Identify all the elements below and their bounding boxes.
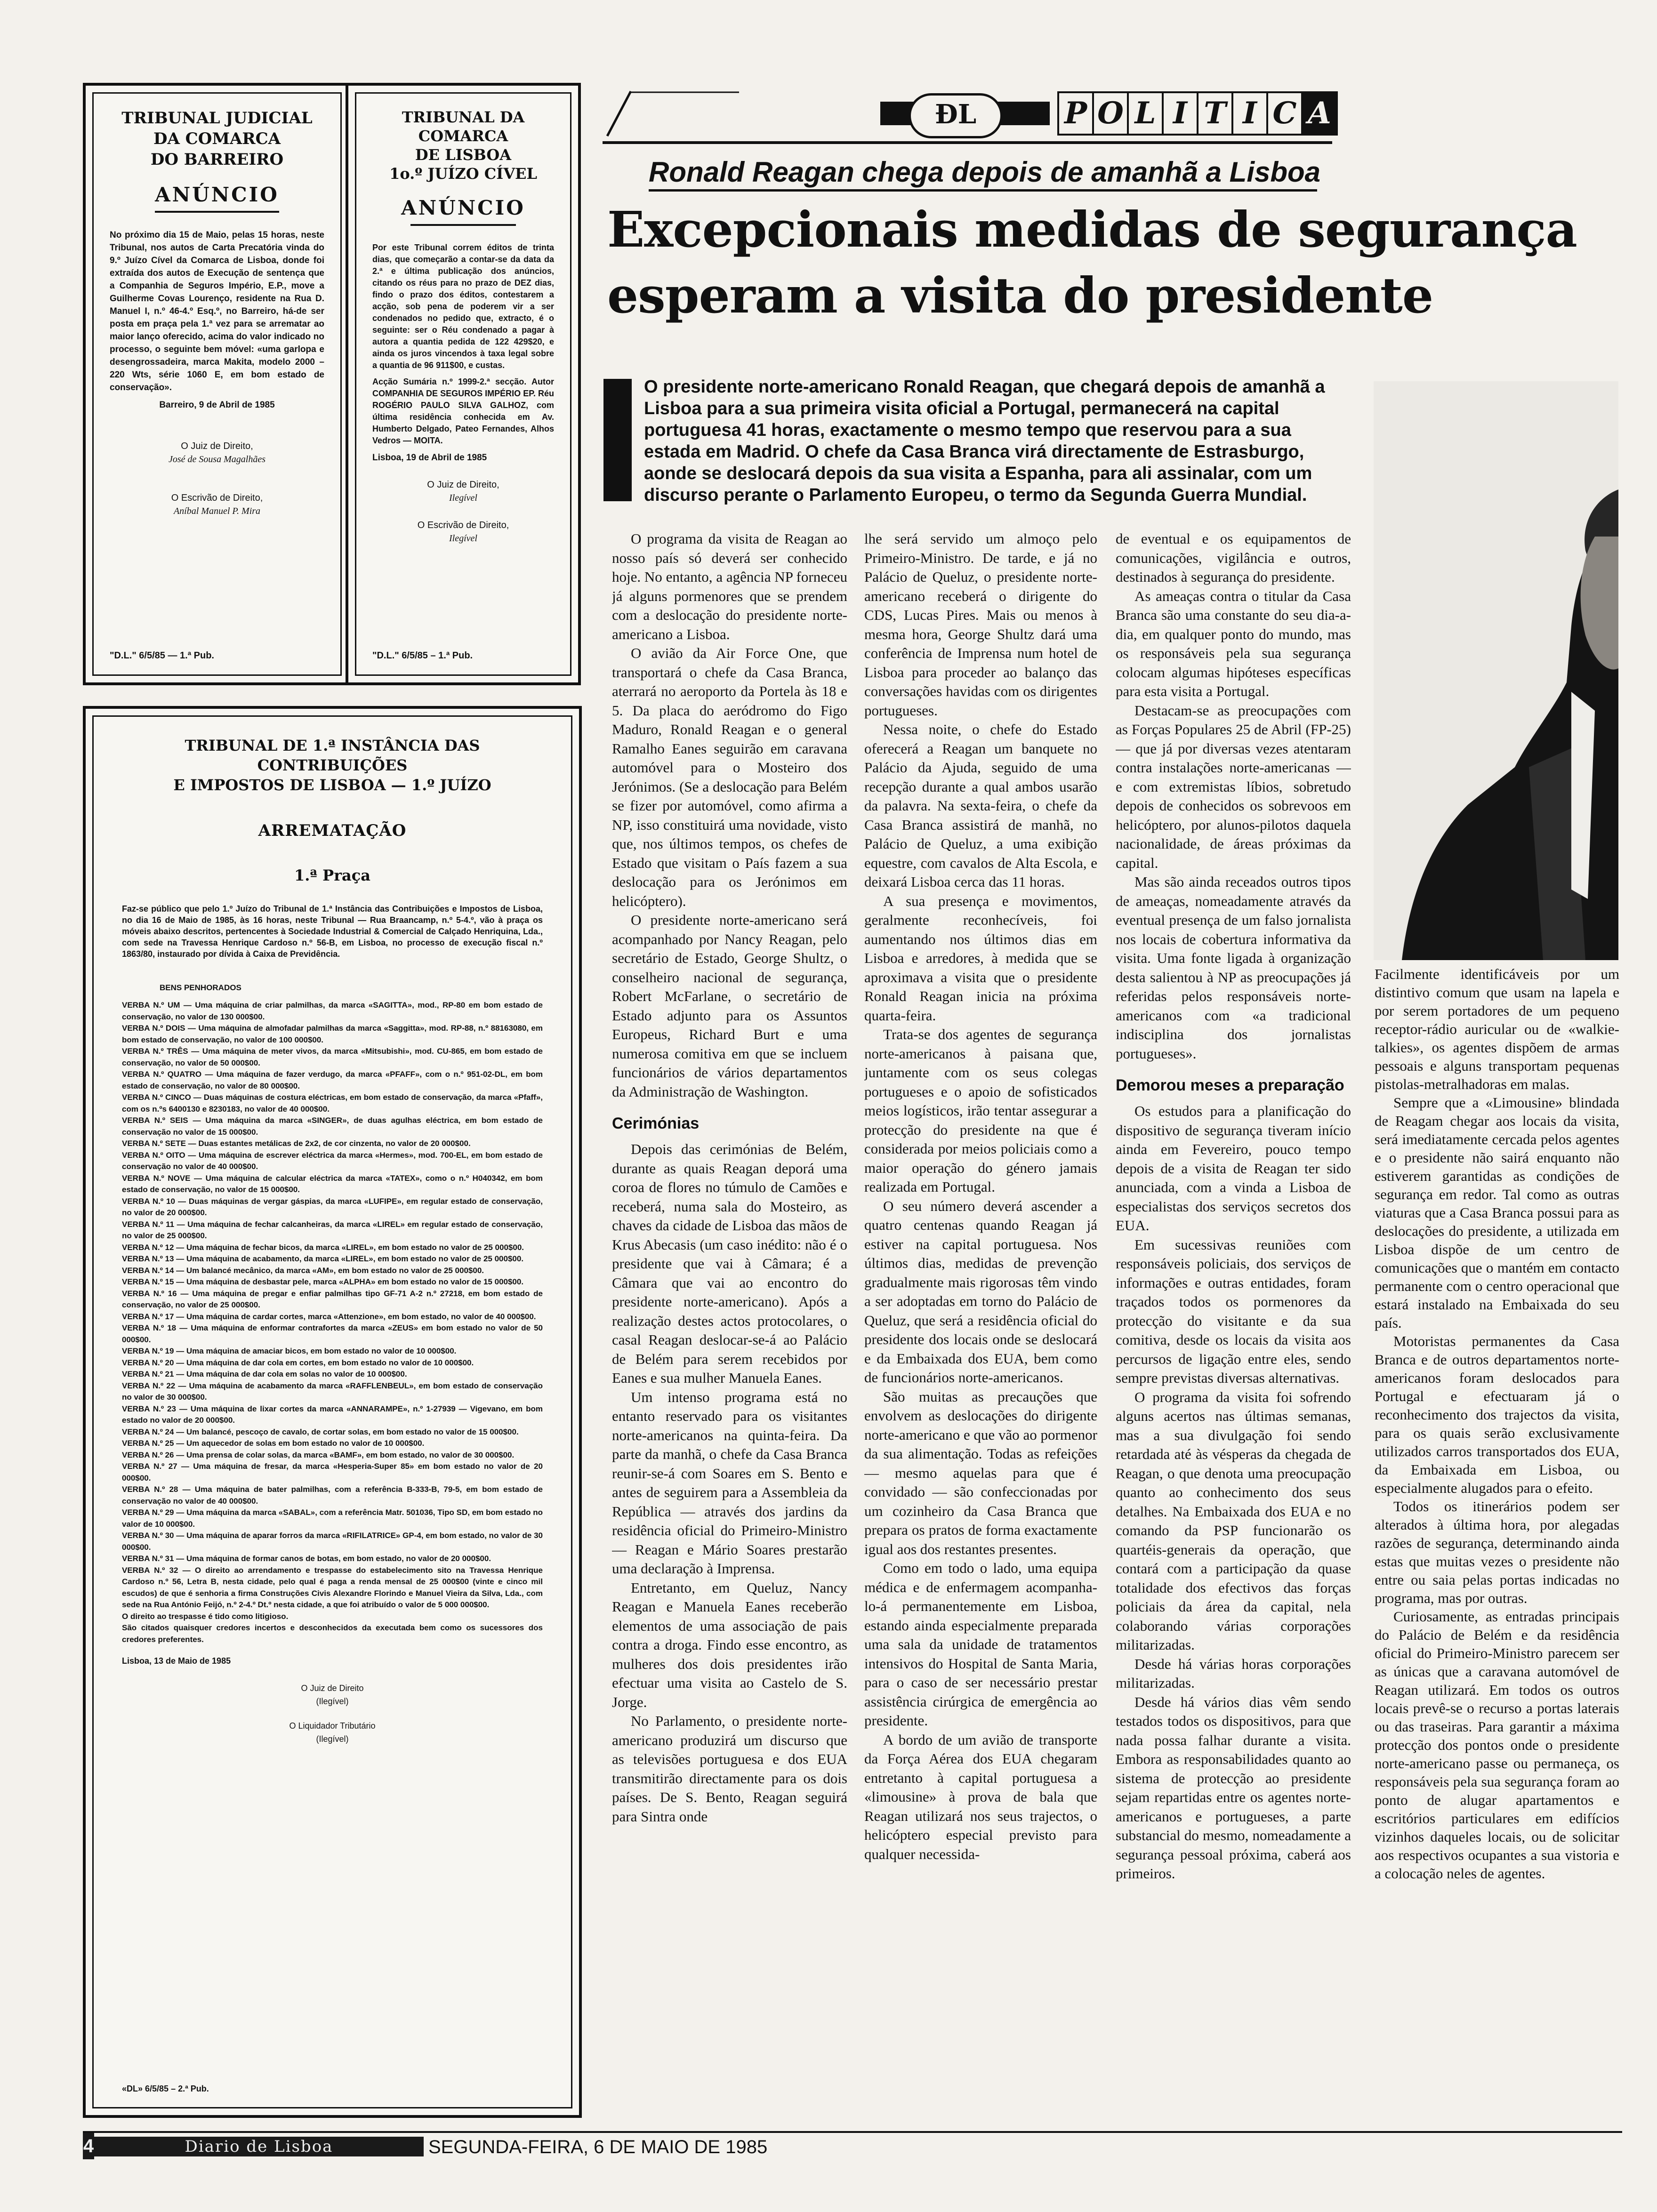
paragraph: Trata-se dos agentes de segurança norte-americanos à paisana que, juntamente com os seus colegas portugueses e o apoio de sofisticados meios logísticos, irão tentar assegurar a protecção do presidente na que é considerada por meios policiais como a maior operação do género jamais realizada em Portugal.: [864, 1026, 1097, 1195]
judge-title: O Juiz de Direito,: [427, 480, 499, 490]
verba-item: VERBA N.º 11 — Uma máquina de fechar calcanheiras, da marca «LIREL» em regular estado de conservação, no valor de 25 000$00.: [122, 1219, 543, 1240]
verba-item: O direito ao trespasse é tido como litigioso.: [122, 1611, 289, 1621]
verba-item: VERBA N.º CINCO — Duas máquinas de costura eléctricas, em bom estado de conservação, da marca «Pfaff», com os n.ºs 6400130 e 8230183, no valor de 40 000$00.: [122, 1093, 543, 1114]
notice-heading: ANÚNCIO: [155, 183, 279, 206]
notice-impostos: [83, 706, 582, 2118]
paragraph: Como em todo o lado, uma equipa médica e de enfermagem acompanha-lo-á permanentemente em Lisboa, estando ainda especialmente preparada uma sala da unidade de tratamentos intensivos do Hospital de Santa Maria, para o caso de ser necessário prestar assistência cirúrgica de emergência ao presidente.: [864, 1560, 1097, 1729]
verba-item: VERBA N.º 28 — Uma máquina de bater palmilhas, com a referência B-333-B, 79-5, em bom estado de conservação no valor de 40 000$00.: [122, 1485, 543, 1506]
verba-item: VERBA N.º 26 — Uma prensa de colar solas, da marca «BAMF», em bom estado, no valor de 30 000$00.: [122, 1450, 515, 1459]
article-column-4: [1375, 965, 1619, 2156]
headline-line: esperam a visita do presidente: [607, 266, 1433, 324]
court-name-line: DO BARREIRO: [150, 150, 284, 169]
liquidator-title: O Liquidador Tributário: [289, 1721, 376, 1731]
notice-lisboa-inner: [355, 92, 571, 676]
notice-heading: ANÚNCIO: [401, 196, 525, 219]
paragraph: A bordo de um avião de transporte da Força Aérea dos EUA chegaram entretanto à capital portuguesa a «limousine» à prova de bala que Reagan utilizará nos seus trajectos, o helicóptero especial previsto para qualquer necessida-: [864, 1731, 1097, 1862]
paragraph: Em sucessivas reuniões com responsáveis policiais, dos serviços de informações e outras entidades, foram traçados todos os pormenores da protecção do visitante e da sua comitiva, desde os locais da visita aos percursos de ligação entre eles, sendo sempre previstas diversas alternativas.: [1116, 1236, 1351, 1386]
publication-ref: "D.L." 6/5/85 – 1.ª Pub.: [372, 650, 473, 661]
court-name-line: TRIBUNAL DE 1.ª INSTÂNCIA DAS CONTRIBUIÇÕES: [185, 737, 480, 774]
section-letter: A: [1301, 91, 1338, 136]
article-column-3: [1116, 529, 1351, 2156]
footer-date: SEGUNDA-FEIRA, 6 DE MAIO DE 1985: [428, 2137, 768, 2157]
notice-impostos-inner: [92, 715, 572, 2108]
paragraph: Mas são ainda receados outros tipos de ameaças, nomeadamente através da eventual presença de um falso jornalista nos locais de cobertura informativa da visita. Uma fonte ligada à organização desta salientou à NP as preocupações já referidas pelos responsáveis norte-americanos com «a tradicional indisciplina dos jornalistas portugueses».: [1116, 874, 1351, 1062]
paragraph: Nessa noite, o chefe do Estado oferecerá a Reagan um banquete no Palácio da Ajuda, seguido de uma recepção durante a qual ambos usarão da palavra. Na sexta-feira, o chefe da Casa Branca assistirá de manhã, no Palácio de Queluz, a uma exibição equestre, com cavalos de Alta Escola, e deixará Lisboa cerca das 11 horas.: [864, 721, 1097, 890]
paragraph: de eventual e os equipamentos de comunicações, vigilância e outros, destinados à segurança do presidente.: [1116, 530, 1351, 585]
section-title: [1059, 91, 1338, 134]
section-letter: I: [1162, 91, 1199, 136]
paragraph: Um intenso programa está no entanto reservado para os visitantes norte-americanos na quinta-feira. Da parte da manhã, o chefe da Casa Branca reunir-se-á com Soares em S. Bento e antes de seguirem para a Assembleia da República — através dos jardins da residência oficial do Primeiro-Ministro — Reagan e Mário Soares prestarão uma declaração à Imprensa.: [612, 1388, 847, 1577]
headline-line: Excepcionais medidas de segurança: [607, 200, 1577, 258]
paragraph: O presidente norte-americano será acompanhado por Nancy Reagan, pelo secretário de Estado, George Shultz, o conselheiro nacional de segurança, Robert McFarlane, o secretário de Estado adjunto para os Assuntos Europeus, Richard Burt e uma numerosa comitiva em que se incluem funcionários de vários departamentos da Administração de Washington.: [612, 912, 847, 1100]
judge-title: O Juiz de Direito,: [181, 441, 253, 451]
notice-lisboa: [346, 83, 581, 685]
clerk-name: [372, 532, 554, 545]
verba-item: VERBA N.º QUATRO — Uma máquina de fazer verdugo, da marca «PFAFF», com o n.º 951-02-DL, em bom estado de conservação, no valor de 80 000$00.: [122, 1070, 543, 1090]
judge-name-text: Ilegível: [449, 493, 477, 503]
notice-subheading: 1.ª Praça: [294, 866, 370, 884]
paragraph: Sempre que a «Limousine» blindada de Reagam chegar aos locais da visita, será imediatamente cercada pelos agentes e o presidente não sairá enquanto não estiverem garantidas as condições de segurança em redor. Tal como as outras viaturas que a Casa Branca possui para as deslocações do presidente, a utilizada em Lisboa dispõe de um centro de comunicações que o mantém em contacto permanente com o centro operacional que estará instalado na Embaixada do seu país.: [1375, 1094, 1619, 1331]
subheading: Demorou meses a preparação: [1116, 1076, 1344, 1094]
notice-date: Barreiro, 9 de Abril de 1985: [159, 400, 275, 410]
clerk-name-text: Aníbal Manuel P. Mira: [173, 506, 261, 516]
paragraph: Destacam-se as preocupações com as Forças Populares 25 de Abril (FP-25) — que já por diversas vezes atentaram contra instalações norte-americanas — e com extremistas líbios, sobretudo depois de conhecidos os sobrevoos em helicóptero, por alunos-pilotos daquela nacionalidade, de áreas próximas da capital.: [1116, 702, 1351, 871]
paragraph: As ameaças contra o titular da Casa Branca são uma constante do seu dia-a-dia, em qualquer ponto do mundo, mas os responsáveis pela sua segurança colocam algumas hipóteses específicas para esta visita a Portugal.: [1116, 587, 1351, 699]
clerk-title: O Escrivão de Direito,: [417, 520, 509, 530]
notice-barreiro-inner: [92, 92, 342, 676]
section-slash-decoration: [603, 87, 739, 138]
heading-rule: [410, 224, 516, 226]
publication-ref: «DL» 6/5/85 – 2.ª Pub.: [122, 2084, 209, 2093]
paragraph: O avião da Air Force One, que transportará o chefe da Casa Branca, aterrará no aeroporto da Portela às 18 e 5. Da placa do aeródromo do Figo Maduro, Ronald Reagan e o general Ramalho Eanes seguirão em caravana automóvel para o Mosteiro dos Jerónimos. (Se a deslocação para Belém se fizer por automóvel, como afirma a NP, isso constituirá uma novidade, visto que, nos últimos tempos, os chefes de Estado que visitam o País fazem a sua deslocação para os Jerónimos em helicóptero).: [612, 645, 847, 909]
court-name-line: E IMPOSTOS DE LISBOA — 1.º JUÍZO: [173, 776, 491, 794]
paragraph: Desde há várias horas corporações militarizadas.: [1116, 1655, 1351, 1691]
notice-barreiro: [83, 83, 351, 685]
notice-heading: ARREMATAÇÃO: [258, 821, 407, 840]
clerk-name-text: Ilegível: [449, 533, 477, 544]
verba-list: [122, 1000, 543, 1645]
section-logo: [880, 91, 1050, 135]
verba-item: VERBA N.º OITO — Uma máquina de escrever eléctrica da marca «Hermes», mod. 700-EL, em bom estado de conservação no valor de 40 000$00.: [122, 1150, 543, 1171]
verba-item: VERBA N.º 25 — Um aquecedor de solas em bom estado no valor de 10 000$00.: [122, 1439, 425, 1448]
section-letter: L: [1127, 91, 1164, 136]
footer-rule: [83, 2131, 1622, 2133]
verba-item: VERBA N.º 14 — Um balancé mecânico, da marca «AM», em bom estado no valor de 25 000$00.: [122, 1266, 484, 1275]
liquidator-name: (Ilegível): [316, 1734, 349, 1744]
publication-ref: "D.L." 6/5/85 — 1.ª Pub.: [110, 650, 214, 661]
judge-name: [372, 491, 554, 505]
verba-item: VERBA N.º NOVE — Uma máquina de calcular eléctrica da marca «TATEX», como o n.º H040342, em bom estado de conservação, no valor de 15 000$00.: [122, 1173, 543, 1194]
verba-item: VERBA N.º 21 — Uma máquina de dar cola em solas no valor de 10 000$00.: [122, 1370, 407, 1378]
paragraph: No Parlamento, o presidente norte-americano produzirá um discurso que as televisões portuguesa e dos EUA transmitirão directamente para os dois países. De S. Bento, Reagan seguirá para Sintra onde: [612, 1713, 847, 1825]
section-letter: I: [1231, 91, 1268, 136]
verba-item: São citados quaisquer credores incertos e desconhecidos da executada bem como os sucessores dos credores preferentes.: [122, 1623, 543, 1644]
verba-item: VERBA N.º 12 — Uma máquina de fechar bicos, da marca «LIREL», em bom estado no valor de 25 000$00.: [122, 1242, 524, 1252]
section-letter: C: [1266, 91, 1303, 136]
reagan-photo: [1374, 381, 1618, 960]
subheading: Cerimónias: [612, 1114, 700, 1132]
verba-item: VERBA N.º 29 — Uma máquina da marca «SABAL», com a referência Matr. 501036, Tipo SD, em bom estado no valor de 10 000$00.: [122, 1508, 543, 1529]
paragraph: O programa da visita de Reagan ao nosso país só deverá ser conhecido hoje. No entanto, a agência NP forneceu já alguns pormenores que se prendem com a deslocação do presidente norte-americano a Lisboa.: [612, 530, 847, 642]
verba-item: VERBA N.º 22 — Uma máquina de acabamento da marca «RAFFLENBEUL», em bom estado de conservação no valor de 30 000$00.: [122, 1381, 543, 1402]
paragraph: Curiosamente, as entradas principais do Palácio de Belém e da residência oficial do Primeiro-Ministro parecem ser as únicas que a caravana automóvel de Reagan utilizará. Em todos os outros locais prevê-se o recurso a portas laterais ou das traseiras. Para garantir a máxima protecção dos pontos onde o presidente norte-americano passe ou permaneça, os responsáveis pela sua segurança foram ao ponto de alugar apartamentos e escritórios particulares em edifícios vizinhos daqueles locais, ou de solicitar aos respectivos ocupantes a sua vistoria e a colocação neles de agentes.: [1375, 1608, 1619, 1882]
verba-item: VERBA N.º 10 — Duas máquinas de vergar gáspias, da marca «LUFIPE», em regular estado de conservação, no valor de 20 000$00.: [122, 1196, 543, 1217]
verba-item: VERBA N.º 30 — Uma máquina de aparar forros da marca «RIFILATRICE» GP-4, em bom estado, no valor de 30 000$00.: [122, 1531, 543, 1552]
verba-item: VERBA N.º 20 — Uma máquina de dar cola em cortes, em bom estado no valor de 10 000$00.: [122, 1358, 474, 1367]
section-letter: T: [1197, 91, 1233, 136]
court-name-line: TRIBUNAL JUDICIAL: [121, 109, 313, 128]
paragraph: Motoristas permanentes da Casa Branca e de outros departamentos norte-americanos foram deslocados para Portugal e efectuaram já o reconhecimento dos trajectos da visita, para os quais serão exclusivamente utilizados carros transportados dos EUA, da Embaixada em Lisboa, ou especialmente alugados para o efeito.: [1375, 1333, 1619, 1496]
paragraph: São muitas as precauções que envolvem as deslocações do dirigente norte-americano e que vão ao pormenor da sua alimentação. Todas as refeições — mesmo aquelas para que é convidado — são confeccionadas por um cozinheiro da Casa Branca que prepara os pratos de forma exactamente igual aos dos restantes presentes.: [864, 1388, 1097, 1557]
section-letter: O: [1092, 91, 1129, 136]
dl-logo-icon: ÐL: [909, 93, 1003, 138]
verba-item: VERBA N.º DOIS — Uma máquina de almofadar palmilhas da marca «Saggitta», mod. RP-88, n.º 88163080, em bom estado de conservação, no valor de 100 000$00.: [122, 1024, 543, 1044]
verba-item: VERBA N.º 17 — Uma máquina de cardar cortes, marca «Attenzione», em bom estado, no valor de 40 000$00.: [122, 1312, 536, 1321]
paragraph: Entretanto, em Queluz, Nancy Reagan e Manuela Eanes receberão elementos de uma associação de pais contra a droga. Findo esse encontro, as mulheres dos dois presidentes irão efectuar uma visita ao Castelo de S. Jorge.: [612, 1579, 847, 1710]
verba-item: VERBA N.º 13 — Uma máquina de acabamento, da marca «LIREL», em bom estado no valor de 25 000$00.: [122, 1254, 524, 1263]
paragraph: Depois das cerimónias de Belém, durante as quais Reagan deporá uma coroa de flores no túmulo de Camões e receberá, numa sala do Mosteiro, as chaves da cidade de Lisboa das mãos de Krus Abecasis (um caso inédito: não é o presidente que vai à Câmara; é a Câmara que vai ao encontro do presidente norte-americano). Após a realização destes actos protocolares, o casal Reagan deslocar-se-á ao Palácio de Belém para serem recebidos por Eanes e sua mulher Manuela Eanes.: [612, 1141, 847, 1386]
verba-item: VERBA N.º 32 — O direito ao arrendamento e trespasse do estabelecimento sito na Travessa Henrique Cardoso n.º 56, Letra B, nesta cidade, pelo qual é paga a renda mensal de 25 000$00 (vinte e cinco mil escudos) de que é senhoria a firma Construções Civis Alexandre Florindo e Manuel Vieira da Silva, Lda., com sede na Rua António Feijó, n.º 2-4.º Dt.º nesta cidade, a que foi atribuído o valor de 5 000 000$00.: [122, 1565, 543, 1609]
court-name-line: DE LISBOA: [415, 146, 512, 164]
page-number: 4: [83, 2133, 94, 2159]
notice-date: Lisboa, 13 de Maio de 1985: [122, 1656, 231, 1666]
verba-item: VERBA N.º SEIS — Uma máquina da marca «SINGER», de duas agulhas eléctrica, em bom estado de conservação no valor de 15 000$00.: [122, 1116, 543, 1137]
verba-item: VERBA N.º 23 — Uma máquina de lixar cortes da marca «ANNARAMPE», n.º 1-27939 — Vigevano, em bom estado no valor de 20 000$00.: [122, 1404, 543, 1425]
verba-item: VERBA N.º 24 — Um balancé, pescoço de cavalo, de cortar solas, em bom estado no valor de 15 000$00.: [122, 1427, 519, 1436]
paragraph: A sua presença e movimentos, geralmente reconhecíveis, foi aumentando nos últimos dias em Lisboa e arredores, à medida que se aproximava a visita que o presidente Ronald Reagan inicia na próxima quarta-feira.: [864, 892, 1097, 1024]
judge-name: (Ilegível): [316, 1697, 349, 1706]
verba-item: VERBA N.º 18 — Uma máquina de enformar contrafortes da marca «ZEUS» em bom estado no valor de 50 000$00.: [122, 1323, 543, 1344]
paragraph: O seu número deverá ascender a quatro centenas quando Reagan já estiver na capital portuguesa. Nos últimos dias, medidas de prevenção gradualmente mais rigorosas têm vindo a ser adoptadas em torno do Palácio de Queluz, que será a residência oficial do presidente dos locais onde se deslocará e da Embaixada dos EUA, bem como de funcionários norte-americanos.: [864, 1197, 1097, 1386]
notice-date: Lisboa, 19 de Abril de 1985: [372, 453, 487, 463]
verba-item: VERBA N.º SETE — Duas estantes metálicas de 2x2, de cor cinzenta, no valor de 20 000$00.: [122, 1139, 471, 1148]
court-name-line: 1o.º JUÍZO CÍVEL: [389, 165, 537, 183]
court-name-line: TRIBUNAL DA COMARCA: [402, 108, 525, 145]
judge-title: O Juiz de Direito: [301, 1683, 364, 1693]
verba-item: VERBA N.º TRÊS — Uma máquina de meter vivos, da marca «Mitsubishi», mod. CU-865, em bom estado de conservação, no valor de 50 000$00.: [122, 1047, 543, 1067]
judge-name-text: José de Sousa Magalhães: [168, 454, 266, 465]
verba-item: VERBA N.º 16 — Uma máquina de pregar e enfiar palmilhas tipo GF-71 A-2 n.º 27218, em bom estado de conservação, no valor de 25 000$00.: [122, 1289, 543, 1309]
goods-heading: BENS PENHORADOS: [160, 983, 241, 992]
notice-body: No próximo dia 15 de Maio, pelas 15 horas, neste Tribunal, nos autos de Carta Precatória vinda do 9.º Juízo Cível da Comarca de Lisboa, donde foi extraída dos autos de Execução de sentença que a Companhia de Seguros Império, E.P., move a Guilherme Covas Lourenço, residente na Rua D. Manuel I, n.º 46-4.º Esq.º, no Barreiro, há-de ser posta em praça pela 1.ª vez para se arrematar ao maior lanço oferecido, acima do valor indicado no processo, o seguinte bem móvel: «uma garlopa e desengrossadeira, marca Makita, modelo 2000 – 220 Wts, série 1060 E, em bom estado de conservação».: [110, 230, 324, 393]
heading-rule: [155, 211, 279, 213]
notice-intro: Faz-se público que pelo 1.º Juízo do Tribunal de 1.ª Instância das Contribuições e Impostos de Lisboa, no dia 16 de Maio de 1985, às 16 horas, neste Tribunal — Rua Braancamp, n.º 5-4.º, vão à praça os móveis abaixo descritos, pertencentes à Sociedade Industrial & Comercial de Calçado Henriquina, Lda., com sede na Travessa Henrique Cardoso n.º 56-B, em Lisboa, no processo de execução fiscal n.º 1863/80, instaurado por dívida à Caixa de Previdência.: [122, 904, 543, 959]
article-column-1: [612, 529, 847, 2156]
paragraph: Facilmente identificáveis por um distintivo comum que usam na lapela e por serem portadores de um pequeno receptor-rádio auricular ou de «walkie-talkies», os agentes dispõem de armas pessoais e alguns transportam pequenas pistolas-metralhadoras em malas.: [1375, 966, 1619, 1092]
notice-body-parties: Acção Sumária n.º 1999-2.ª secção. Autor COMPANHIA DE SEGUROS IMPÉRIO EP. Réu ROGÉRIO PAULO SILVA GALHOZ, com última residência conhecida em Av. Humberto Delgado, Pateo Fernandes, Alhos Vedros — MOITA.: [372, 377, 554, 445]
verba-item: VERBA N.º 19 — Uma máquina de amaciar bicos, em bom estado no valor de 10 000$00.: [122, 1346, 457, 1355]
judge-name: [110, 453, 324, 466]
court-name-line: DA COMARCA: [153, 129, 281, 148]
reagan-portrait-image: [1374, 381, 1618, 960]
kicker: Ronald Reagan chega depois de amanhã a Lisboa: [649, 155, 1317, 192]
headline: [607, 197, 1577, 329]
paragraph: Todos os itinerários podem ser alterados à última hora, por alegadas razões de segurança, determinando ainda estas que muitas vezes o presidente não entre ou saia pelas portas indicadas no programa, mas por outras.: [1375, 1498, 1619, 1606]
section-letter: P: [1057, 91, 1094, 136]
article-column-2: [864, 529, 1097, 2156]
lead-text: O presidente norte-americano Ronald Reagan, que chegará depois de amanhã a Lisboa para a sua primeira visita oficial a Portugal, permanecerá na capital portuguesa 41 horas, exactamente o mesmo tempo que reservou para a sua estada em Madrid. O chefe da Casa Branca virá directamente de Estrasburgo, aonde se deslocará depois da sua visita a Espanha, para ali assinalar, com um discurso perante o Parlamento Europeu, o termo da Segunda Guerra Mundial.: [644, 377, 1325, 505]
clerk-title: O Escrivão de Direito,: [171, 493, 263, 503]
verba-item: VERBA N.º 31 — Uma máquina de formar canos de botas, em bom estado, no valor de 20 000$00.: [122, 1554, 491, 1563]
verba-item: VERBA N.º 15 — Uma máquina de desbastar pele, marca «ALPHA» em bom estado no valor de 15 000$00.: [122, 1277, 524, 1286]
lead-drop-cap: I: [603, 379, 632, 501]
masthead: Diario de Lisboa: [94, 2137, 424, 2156]
paragraph: Desde há vários dias vêm sendo testados todos os dispositivos, para que nada possa falhar durante a visita. Embora as responsabilidades quanto ao sistema de protecção ao presidente sejam repartidas entre os agentes norte-americanos e portugueses, a parte substancial do mesmo, nomeadamente a segurança pessoal próxima, caberá aos primeiros.: [1116, 1693, 1351, 1882]
lead-block: [603, 379, 1338, 520]
section-banner: [603, 85, 1332, 144]
verba-item: VERBA N.º 27 — Uma máquina de fresar, da marca «Hesperia-Super 85» em bom estado no valor de 20 000$00.: [122, 1462, 543, 1483]
clerk-name: [110, 505, 324, 518]
paragraph: lhe será servido um almoço pelo Primeiro-Ministro. De tarde, e já no Palácio de Queluz, o presidente norte-americano receberá o dirigente do CDS, Lucas Pires. Mais ou menos à mesma hora, George Shultz dará uma conferência de Imprensa num hotel de Lisboa para proceder ao balanço das conversações havidas com os dirigentes portugueses.: [864, 530, 1097, 719]
paragraph: O programa da visita foi sofrendo alguns acertos nas últimas semanas, mas a sua divulgação foi sendo retardada até às vésperas da chegada de Reagan, o que denota uma preocupação quanto ao conhecimento dos seus detalhes. Na Embaixada dos EUA e no comando da PSP funcionarão os quartéis-generais da operação, que contará com a participação da quase totalidade dos efectivos das forças policiais da área da capital, nela colaborando várias corporações militarizadas.: [1116, 1388, 1351, 1653]
notice-body: Por este Tribunal correm éditos de trinta dias, que começarão a contar-se da data da 2.ª e última publicação dos anúncios, citando os réus para no prazo de DEZ dias, findo o prazo dos éditos, contestarem a acção, sob pena de poderem vir a ser condenados no pedido que, extracto, é o seguinte: ser o Réu condenado a pagar à autora a quantia pedida de 122 429$20, e ainda os juros vincendos à taxa legal sobre a quantia de 96 911$00, e custas.: [372, 243, 554, 370]
paragraph: Os estudos para a planificação do dispositivo de segurança tiveram início ainda em Fevereiro, pouco tempo depois de a visita de Reagan ter sido anunciada, com a vinda a Lisboa de especialistas dos serviços secretos dos EUA.: [1116, 1103, 1351, 1234]
verba-item: VERBA N.º UM — Uma máquina de criar palmilhas, da marca «SAGITTA», mod., RP-80 em bom estado de conservação, no valor de 130 000$00.: [122, 1001, 543, 1021]
